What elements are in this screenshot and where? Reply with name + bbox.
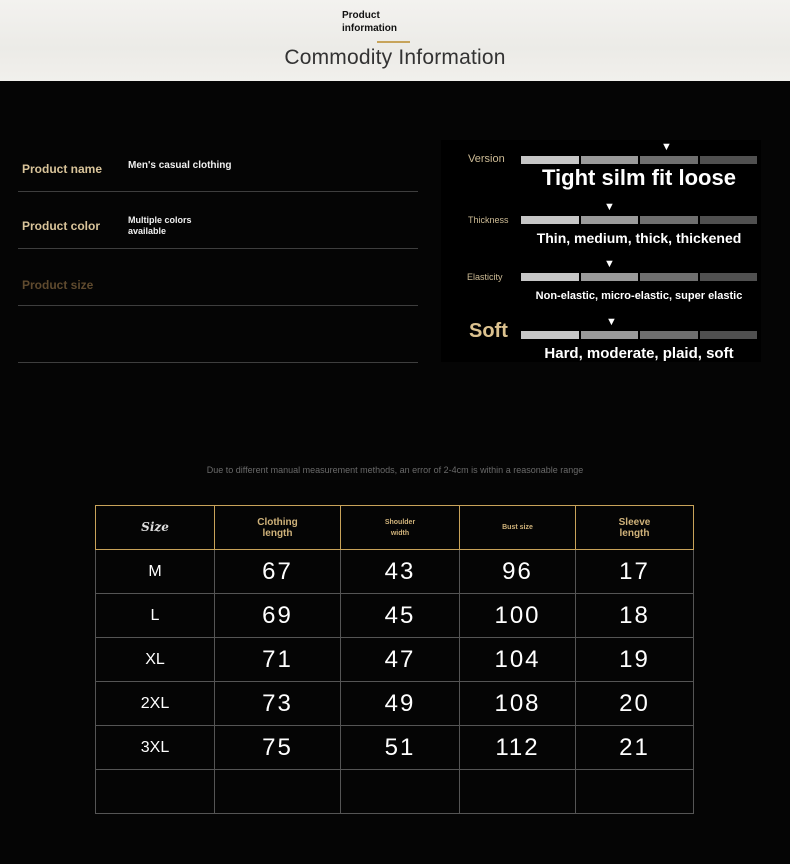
table-row — [96, 638, 694, 682]
shoulder-width-cell: 47 — [341, 638, 460, 682]
softness-scale — [521, 331, 757, 339]
info-row-size — [18, 248, 418, 306]
clothing-length-cell: 67 — [215, 550, 341, 594]
product-size-label: Product size — [22, 278, 94, 292]
header-clothing-length: Clothing length — [215, 506, 341, 550]
shoulder-width-cell: 43 — [341, 550, 460, 594]
bust-size-cell: 108 — [460, 682, 576, 726]
info-row-empty — [18, 305, 418, 363]
info-row-name — [18, 134, 418, 192]
product-color-label: Product color — [22, 219, 101, 233]
measurement-note: Due to different manual measurement methods, an error of 2-4cm is within a reasonable range — [206, 465, 584, 475]
header-small-title: Product information — [342, 10, 397, 34]
shoulder-width-cell: 49 — [341, 682, 460, 726]
thickness-desc: Thin, medium, thick, thickened — [536, 230, 742, 246]
version-scale — [521, 156, 757, 164]
table-row — [96, 682, 694, 726]
thickness-label: Thickness — [468, 215, 509, 225]
header-bust-size: Bust size — [460, 506, 576, 550]
table-row — [96, 550, 694, 594]
sleeve-length-cell: 18 — [576, 594, 694, 638]
shoulder-width-cell: 51 — [341, 726, 460, 770]
size-table-header — [96, 506, 694, 550]
table-row — [96, 726, 694, 770]
sleeve-length-cell: 19 — [576, 638, 694, 682]
size-cell: L — [96, 594, 215, 638]
bust-size-cell: 112 — [460, 726, 576, 770]
page-title: Commodity Information — [284, 46, 506, 69]
size-cell: 3XL — [96, 726, 215, 770]
thickness-marker-icon: ▼ — [604, 201, 615, 213]
clothing-length-cell: 69 — [215, 594, 341, 638]
header-sleeve-length: Sleeve length — [576, 506, 694, 550]
softness-label: Soft — [469, 320, 508, 342]
size-cell: M — [96, 550, 215, 594]
sleeve-length-cell: 21 — [576, 726, 694, 770]
table-row — [96, 594, 694, 638]
thickness-scale — [521, 216, 757, 224]
size-cell: 2XL — [96, 682, 215, 726]
version-desc: Tight silm fit loose — [542, 165, 736, 190]
elasticity-desc: Non-elastic, micro-elastic, super elastic — [535, 290, 743, 302]
header-shoulder-width: Shoulder width — [341, 506, 460, 550]
product-name-label: Product name — [22, 162, 103, 176]
version-label: Version — [468, 153, 505, 165]
sleeve-length-cell: 17 — [576, 550, 694, 594]
header-banner — [0, 0, 790, 81]
clothing-length-cell: 75 — [215, 726, 341, 770]
size-cell: XL — [96, 638, 215, 682]
bust-size-cell: 100 — [460, 594, 576, 638]
info-row-color — [18, 191, 418, 249]
table-row-empty — [96, 770, 694, 814]
size-table — [95, 505, 694, 814]
bust-size-cell: 96 — [460, 550, 576, 594]
clothing-length-cell: 71 — [215, 638, 341, 682]
elasticity-label: Elasticity — [467, 272, 503, 282]
header-size: Size — [96, 506, 215, 550]
elasticity-scale — [521, 273, 757, 281]
elasticity-marker-icon: ▼ — [604, 258, 615, 270]
sleeve-length-cell: 20 — [576, 682, 694, 726]
softness-desc: Hard, moderate, plaid, soft — [544, 345, 734, 362]
shoulder-width-cell: 45 — [341, 594, 460, 638]
clothing-length-cell: 73 — [215, 682, 341, 726]
bust-size-cell: 104 — [460, 638, 576, 682]
version-marker-icon: ▼ — [661, 141, 672, 153]
spec-panel — [441, 140, 761, 362]
product-name-value: Men's casual clothing — [128, 160, 232, 171]
softness-marker-icon: ▼ — [606, 316, 617, 328]
product-color-value: Multiple colors available — [128, 215, 192, 236]
header-divider — [377, 41, 410, 43]
